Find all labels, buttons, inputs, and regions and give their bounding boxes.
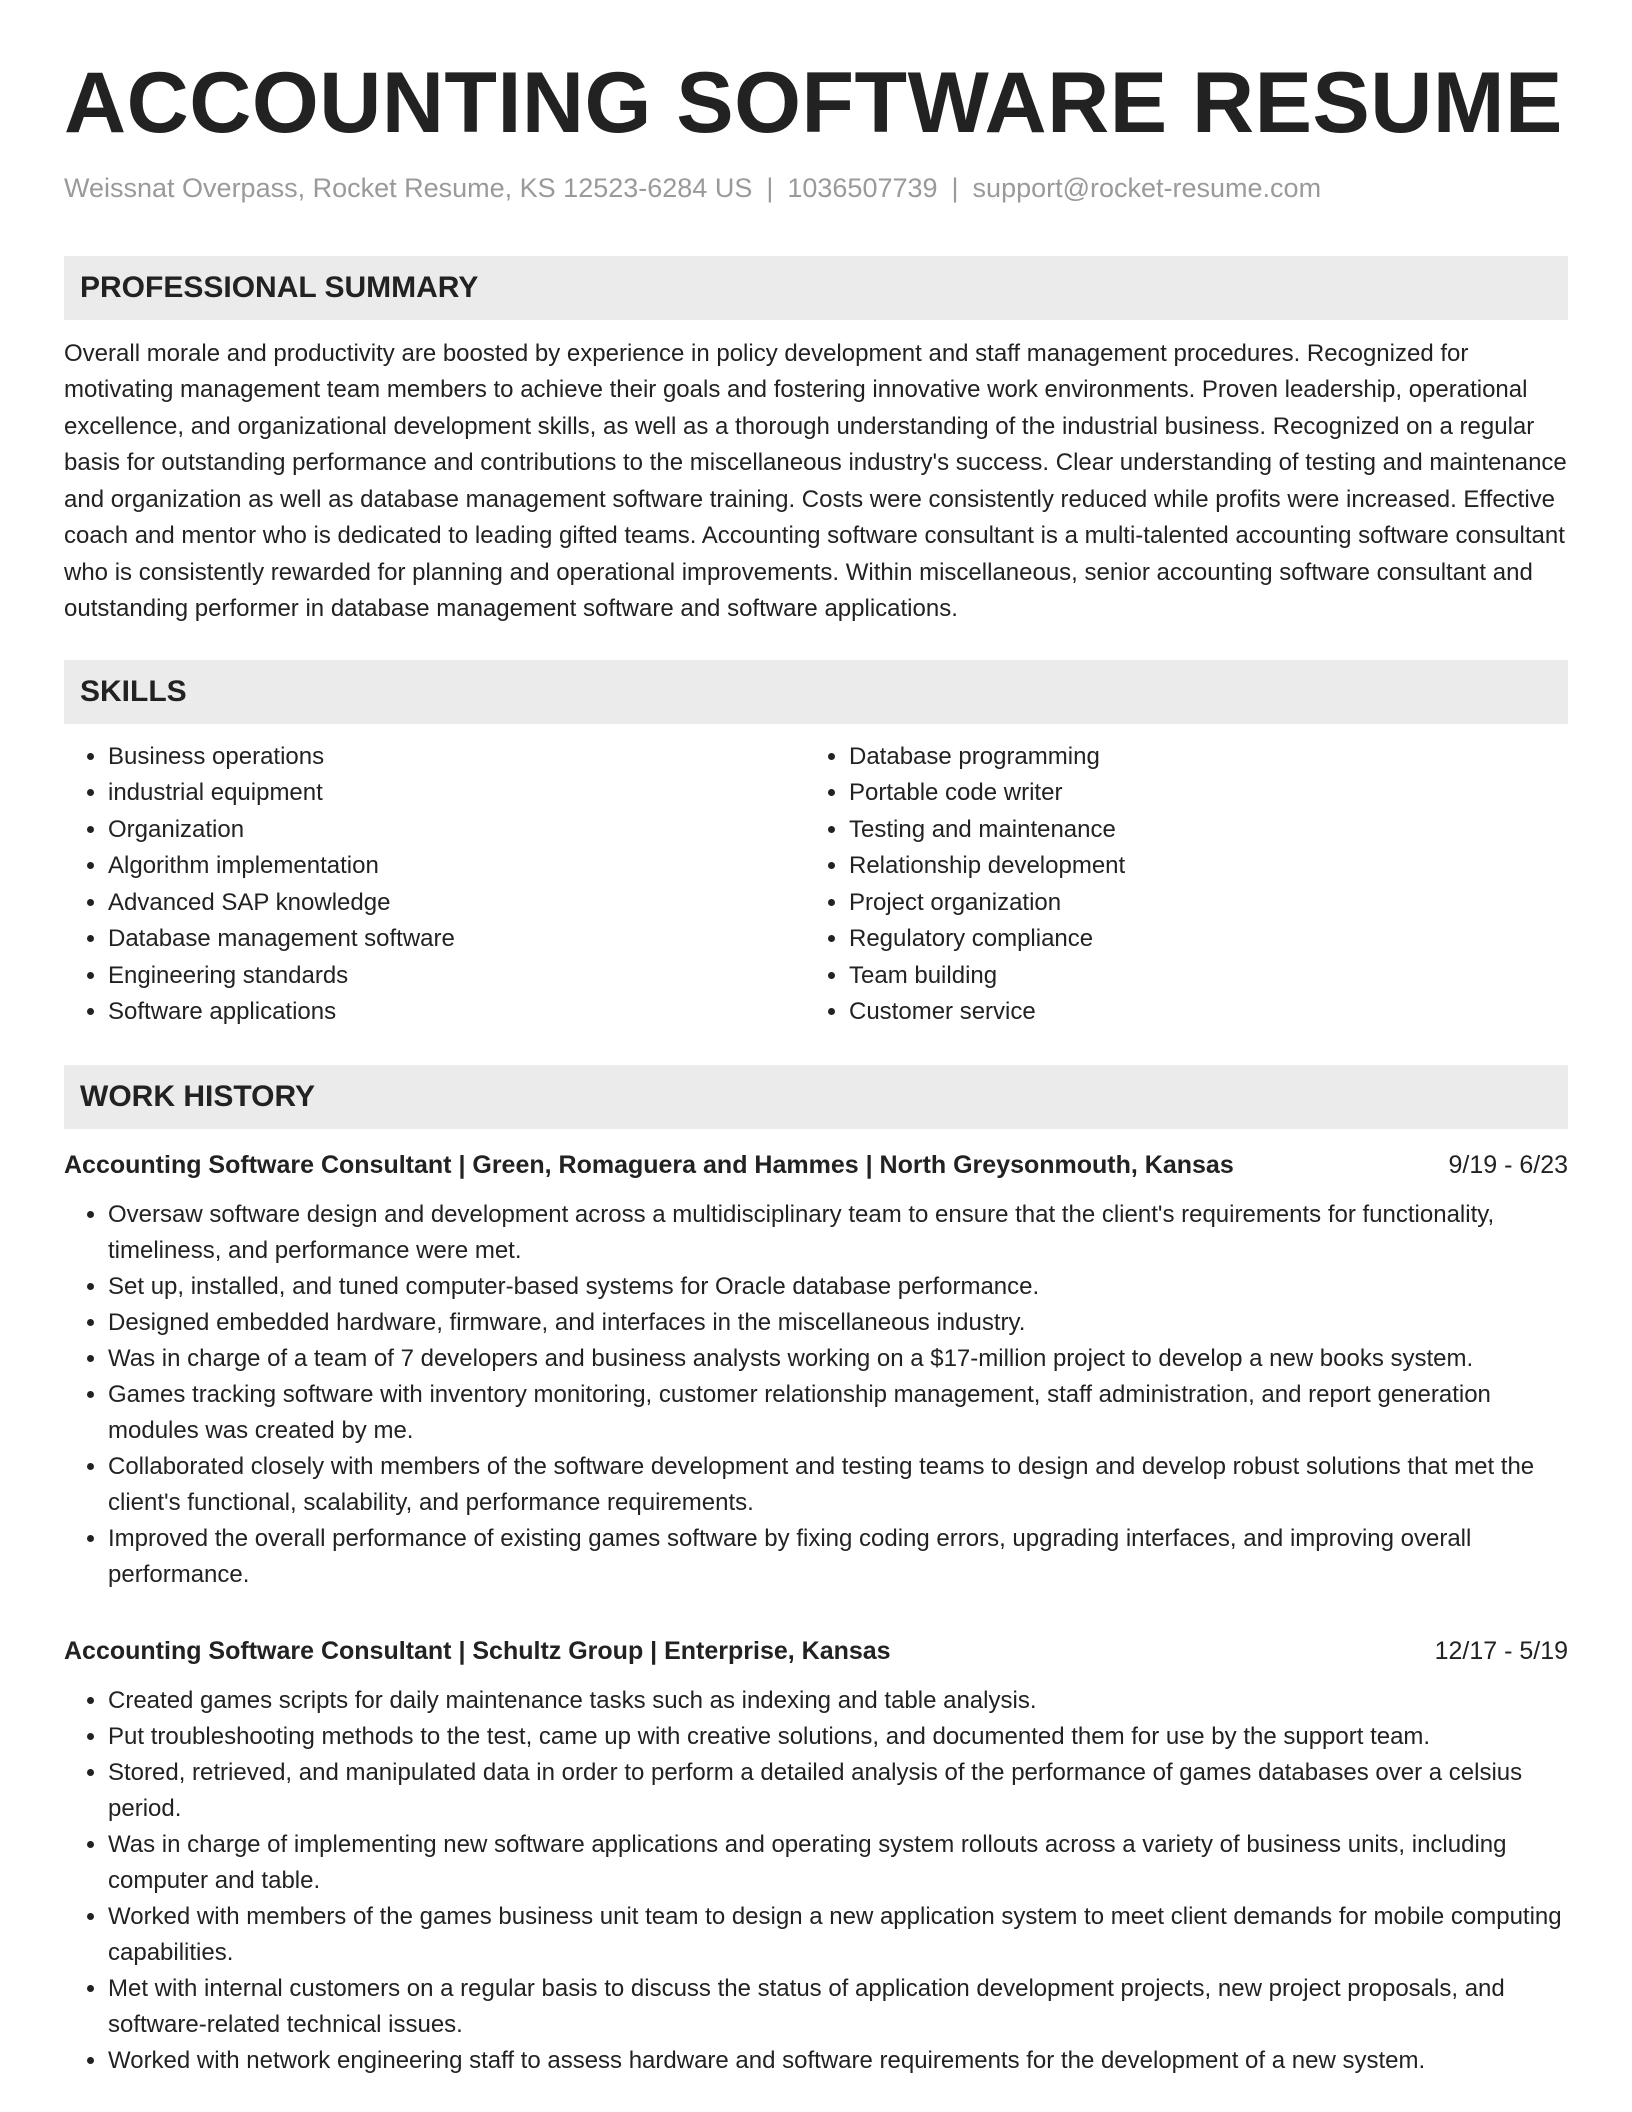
job-title: Accounting Software Consultant | Schultz Group | Enterprise, Kansas (64, 1636, 891, 1665)
job-bullet-list (64, 1197, 1568, 1593)
job-dates: 9/19 - 6/23 (1448, 1150, 1568, 1179)
skill-item: • Advanced SAP knowledge (108, 885, 805, 922)
job-bullet-list (64, 1683, 1568, 2079)
section-header-work-history: WORK HISTORY (64, 1065, 1568, 1129)
job-dates: 12/17 - 5/19 (1434, 1636, 1568, 1665)
skill-item: • Engineering standards (108, 958, 805, 995)
job-bullet: • Games tracking software with inventory monitoring, customer relationship management, staff administration, and report generation modules was created by me. (108, 1377, 1568, 1449)
skill-item: • Business operations (108, 739, 805, 776)
skill-item: • Algorithm implementation (108, 848, 805, 885)
job-bullet: • Worked with network engineering staff to assess hardware and software requirements for the development of a new system. (108, 2043, 1568, 2079)
job-bullet: • Designed embedded hardware, firmware, and interfaces in the miscellaneous industry. (108, 1305, 1568, 1341)
job-bullet: • Was in charge of implementing new software applications and operating system rollouts across a variety of business units, including computer and table. (108, 1827, 1568, 1899)
job-bullet: • Met with internal customers on a regular basis to discuss the status of application development projects, new project proposals, and software-related technical issues. (108, 1971, 1568, 2043)
section-header-summary: PROFESSIONAL SUMMARY (64, 256, 1568, 320)
summary-text: Overall morale and productivity are boosted by experience in policy development and staff management procedures. Recognized for motivating management team members to achieve their goals and fostering innovative work environments. Proven leadership, operational excellence, and organizational development skills, as well as a thorough understanding of the industrial business. Recognized on a regular basis for outstanding performance and contributions to the miscellaneous industry's success. Clear understanding of testing and maintenance and organization as well as database management software training. Costs were consistently reduced while profits were increased. Effective coach and mentor who is dedicated to leading gifted teams. Accounting software consultant is a multi-talented accounting software consultant who is consistently rewarded for planning and operational improvements. Within miscellaneous, senior accounting software consultant and outstanding performer in database management software and software applications. (64, 339, 1567, 623)
skill-item: • Database programming (849, 739, 1568, 776)
skill-item: • Organization (108, 812, 805, 849)
job-header (64, 1633, 1568, 1669)
job-bullet: • Improved the overall performance of existing games software by fixing coding errors, upgrading interfaces, and improving overall performance. (108, 1521, 1568, 1593)
contact-line (64, 171, 1568, 206)
contact-separator: | (766, 172, 774, 203)
job-bullet: • Stored, retrieved, and manipulated data in order to perform a detailed analysis of the performance of games databases over a celsius period. (108, 1755, 1568, 1827)
job-title: Accounting Software Consultant | Green, Romaguera and Hammes | North Greysonmouth, Kansas (64, 1150, 1234, 1179)
job-bullet: • Worked with members of the games business unit team to design a new application system to meet client demands for mobile computing capabilities. (108, 1899, 1568, 1971)
job-header (64, 1147, 1568, 1183)
job-bullet: • Collaborated closely with members of the software development and testing teams to design and develop robust solutions that met the client's functional, scalability, and performance requirements. (108, 1449, 1568, 1521)
skill-item: • Customer service (849, 994, 1568, 1031)
job-bullet: • Set up, installed, and tuned computer-based systems for Oracle database performance. (108, 1269, 1568, 1305)
job-bullet: • Was in charge of a team of 7 developers and business analysts working on a $17-million project to develop a new books system. (108, 1341, 1568, 1377)
skill-item: • Project organization (849, 885, 1568, 922)
skill-item: • Database management software (108, 921, 805, 958)
skill-item: • Software applications (108, 994, 805, 1031)
section-header-skills: SKILLS (64, 660, 1568, 724)
skills-columns (64, 739, 1568, 1031)
skill-item: • industrial equipment (108, 775, 805, 812)
skill-item: • Regulatory compliance (849, 921, 1568, 958)
skill-item: • Team building (849, 958, 1568, 995)
skill-item: • Relationship development (849, 848, 1568, 885)
skills-list-left (64, 739, 805, 1031)
skill-item: • Portable code writer (849, 775, 1568, 812)
job-entry (64, 1147, 1568, 1593)
skills-list-right (805, 739, 1568, 1031)
contact-email[interactable]: support@rocket-resume.com (972, 172, 1322, 203)
skill-item: • Testing and maintenance (849, 812, 1568, 849)
job-entry (64, 1633, 1568, 2079)
resume-title: ACCOUNTING SOFTWARE RESUME (64, 55, 1563, 151)
job-bullet: • Oversaw software design and development across a multidisciplinary team to ensure that the client's requirements for functionality, timeliness, and performance were met. (108, 1197, 1568, 1269)
job-bullet: • Put troubleshooting methods to the test, came up with creative solutions, and documented them for use by the support team. (108, 1719, 1568, 1755)
contact-phone: 1036507739 (787, 172, 938, 203)
job-bullet: • Created games scripts for daily maintenance tasks such as indexing and table analysis. (108, 1683, 1568, 1719)
contact-separator: | (951, 172, 959, 203)
contact-address: Weissnat Overpass, Rocket Resume, KS 12523-6284 US (64, 172, 753, 203)
